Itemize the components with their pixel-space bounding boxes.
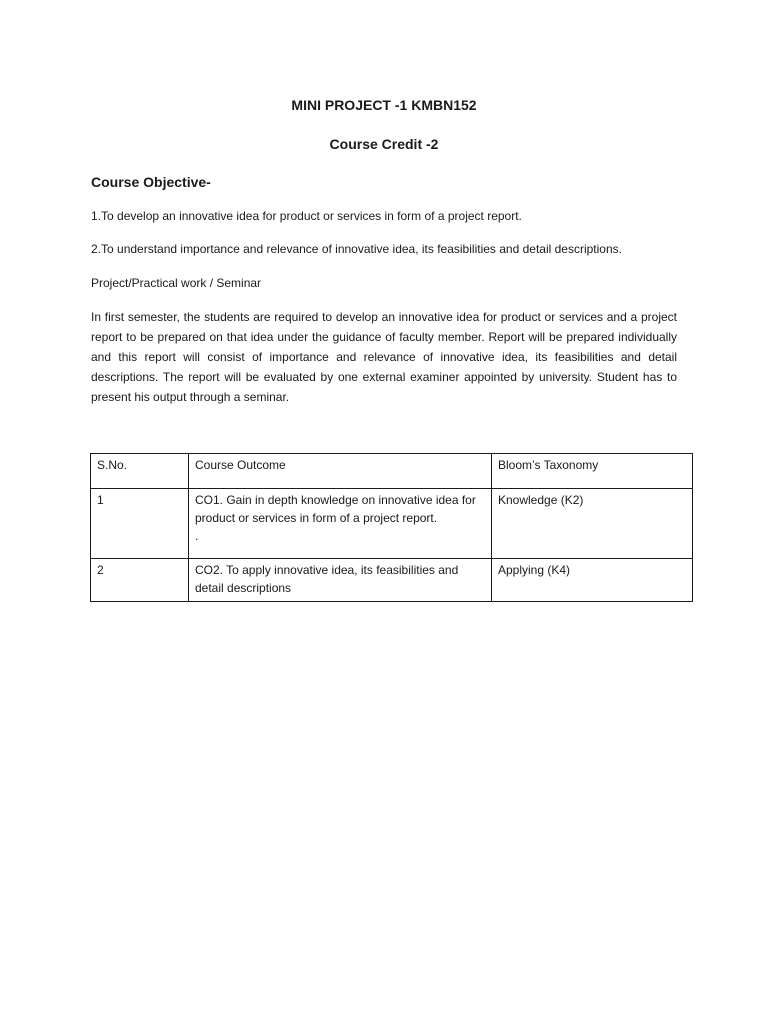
table-row <box>91 489 693 559</box>
cell-sno: 1 <box>91 489 189 559</box>
cell-outcome: CO2. To apply innovative idea, its feasibilities and detail descriptions <box>189 559 492 602</box>
table-header-row <box>91 454 693 489</box>
header-course-outcome: Course Outcome <box>189 454 492 489</box>
objective-1: 1.To develop an innovative idea for product or services in form of a project report. <box>91 209 522 223</box>
cell-taxonomy: Knowledge (K2) <box>492 489 693 559</box>
header-blooms-taxonomy: Bloom’s Taxonomy <box>492 454 693 489</box>
course-objective-heading: Course Objective- <box>91 174 211 190</box>
header-sno: S.No. <box>91 454 189 489</box>
table-row <box>91 559 693 602</box>
work-type: Project/Practical work / Seminar <box>91 276 262 290</box>
description-paragraph: In first semester, the students are required to develop an innovative idea for product or services and a project report to be prepared on that idea under the guidance of faculty member. Report will be prepared individually and this report will consist of importance and relevance of innovative idea, its feasibilities and detail descriptions. The report will be evaluated by one external examiner appointed by university. Student has to present his output through a seminar. <box>91 310 677 404</box>
cell-sno: 2 <box>91 559 189 602</box>
outcome-extra: . <box>195 529 199 543</box>
cell-taxonomy: Applying (K4) <box>492 559 693 602</box>
objective-2: 2.To understand importance and relevance of innovative idea, its feasibilities and detail descriptions. <box>91 242 622 256</box>
outcome-text: CO1. Gain in depth knowledge on innovative idea for product or services in form of a project report. <box>195 493 476 525</box>
course-outcome-table <box>90 453 693 602</box>
cell-outcome <box>189 489 492 559</box>
course-credit: Course Credit -2 <box>329 136 439 152</box>
document-title: MINI PROJECT -1 KMBN152 <box>291 97 477 113</box>
